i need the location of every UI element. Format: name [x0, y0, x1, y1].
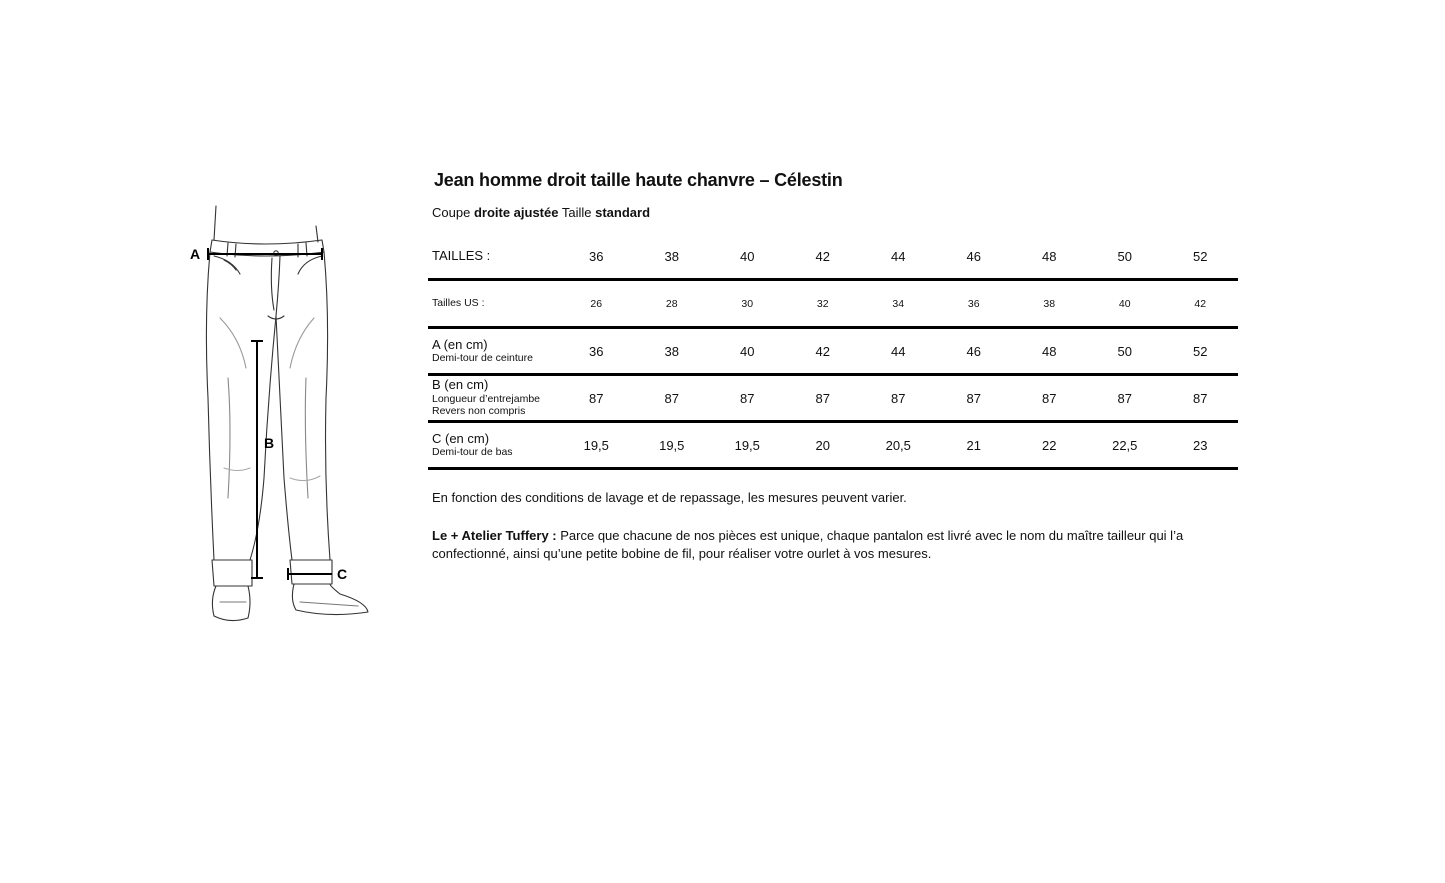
table-cell: 48: [1042, 343, 1057, 359]
table-cell: 38: [664, 343, 679, 359]
table-cell: 38: [1043, 297, 1056, 310]
row-label-subtext: Demi-tour de ceinture: [432, 352, 533, 365]
header-cell: 38: [664, 248, 679, 264]
table-cell: 50: [1117, 343, 1132, 359]
row-label: [428, 378, 559, 417]
table-row-b: [428, 376, 1238, 423]
header-cell: 42: [815, 248, 830, 264]
table-cell: 28: [665, 297, 678, 310]
table-cell: 30: [741, 297, 754, 310]
atelier-note-text: Parce que chacune de nos pièces est unique, chaque pantalon est livré avec le nom du maître tailleur qui l’a confectionné, ainsi qu’une petite bobine de fil, pour réaliser votre ourlet à vos mesures.: [432, 528, 1184, 561]
cut-label: Coupe: [432, 205, 471, 220]
table-cell: 19,5: [583, 437, 609, 453]
table-cell: 87: [664, 390, 679, 406]
header-cell: 40: [740, 248, 755, 264]
header-cell: 52: [1193, 248, 1208, 264]
marker-c: C: [337, 566, 348, 582]
header-cell: 36: [589, 248, 604, 264]
table-cell: 87: [1042, 390, 1057, 406]
table-row-c: [428, 423, 1238, 470]
row-label-subtext: Longueur d’entrejambe: [432, 393, 540, 406]
table-cell: 87: [966, 390, 981, 406]
size-table: [428, 234, 1238, 470]
table-cell: 23: [1193, 437, 1208, 453]
marker-a: A: [190, 246, 201, 262]
row-label-text: C (en cm): [432, 430, 490, 446]
marker-b: B: [264, 435, 275, 451]
table-row-a: [428, 329, 1238, 376]
table-cell: 19,5: [734, 437, 760, 453]
row-label-subtext: Demi-tour de bas: [432, 446, 513, 459]
table-cell: 40: [740, 343, 755, 359]
washing-note: En fonction des conditions de lavage et de repassage, les mesures peuvent varier.: [432, 490, 907, 505]
size-label: Taille: [561, 205, 592, 220]
row-label-text: A (en cm): [432, 336, 488, 352]
table-cell: 87: [1193, 390, 1208, 406]
table-cell: 42: [1194, 297, 1207, 310]
jeans-illustration: [180, 198, 380, 628]
table-row-us-sizes: [428, 281, 1238, 329]
header-label: [428, 249, 559, 264]
table-header-row: [428, 234, 1238, 281]
table-cell: 40: [1118, 297, 1131, 310]
table-cell: 46: [966, 343, 981, 359]
cut-value: droite ajustée: [473, 205, 559, 220]
size-value: standard: [595, 205, 651, 220]
header-cell: 44: [891, 248, 906, 264]
table-cell: 52: [1193, 343, 1208, 359]
table-cell: 19,5: [659, 437, 685, 453]
header-cell: 50: [1117, 248, 1132, 264]
row-label: [428, 338, 559, 365]
row-label-text: B (en cm): [432, 377, 489, 393]
table-cell: 20: [815, 437, 830, 453]
table-cell: 36: [589, 343, 604, 359]
header-cell: 46: [966, 248, 981, 264]
row-label: [428, 297, 559, 309]
table-cell: 22,5: [1112, 437, 1138, 453]
table-cell: 26: [590, 297, 603, 310]
row-label-text: Tailles US :: [432, 297, 485, 310]
table-cell: 42: [815, 343, 830, 359]
row-label-subtext-2: Revers non compris: [432, 405, 526, 418]
table-cell: 87: [589, 390, 604, 406]
header-label-text: TAILLES :: [432, 247, 491, 263]
table-cell: 32: [816, 297, 829, 310]
table-cell: 87: [1117, 390, 1132, 406]
table-cell: 20,5: [885, 437, 911, 453]
product-title: Jean homme droit taille haute chanvre – Célestin: [434, 170, 843, 190]
table-cell: 34: [892, 297, 905, 310]
header-cell: 48: [1042, 248, 1057, 264]
row-label: [428, 432, 559, 459]
table-cell: 87: [740, 390, 755, 406]
table-cell: 87: [815, 390, 830, 406]
atelier-note: [432, 527, 1192, 563]
table-cell: 87: [891, 390, 906, 406]
table-cell: 22: [1042, 437, 1057, 453]
table-cell: 21: [966, 437, 981, 453]
product-cut-line: [432, 205, 650, 220]
jeans-sketch-icon: [180, 198, 380, 628]
table-cell: 36: [967, 297, 980, 310]
atelier-note-label: Le + Atelier Tuffery :: [432, 528, 557, 543]
table-cell: 44: [891, 343, 906, 359]
